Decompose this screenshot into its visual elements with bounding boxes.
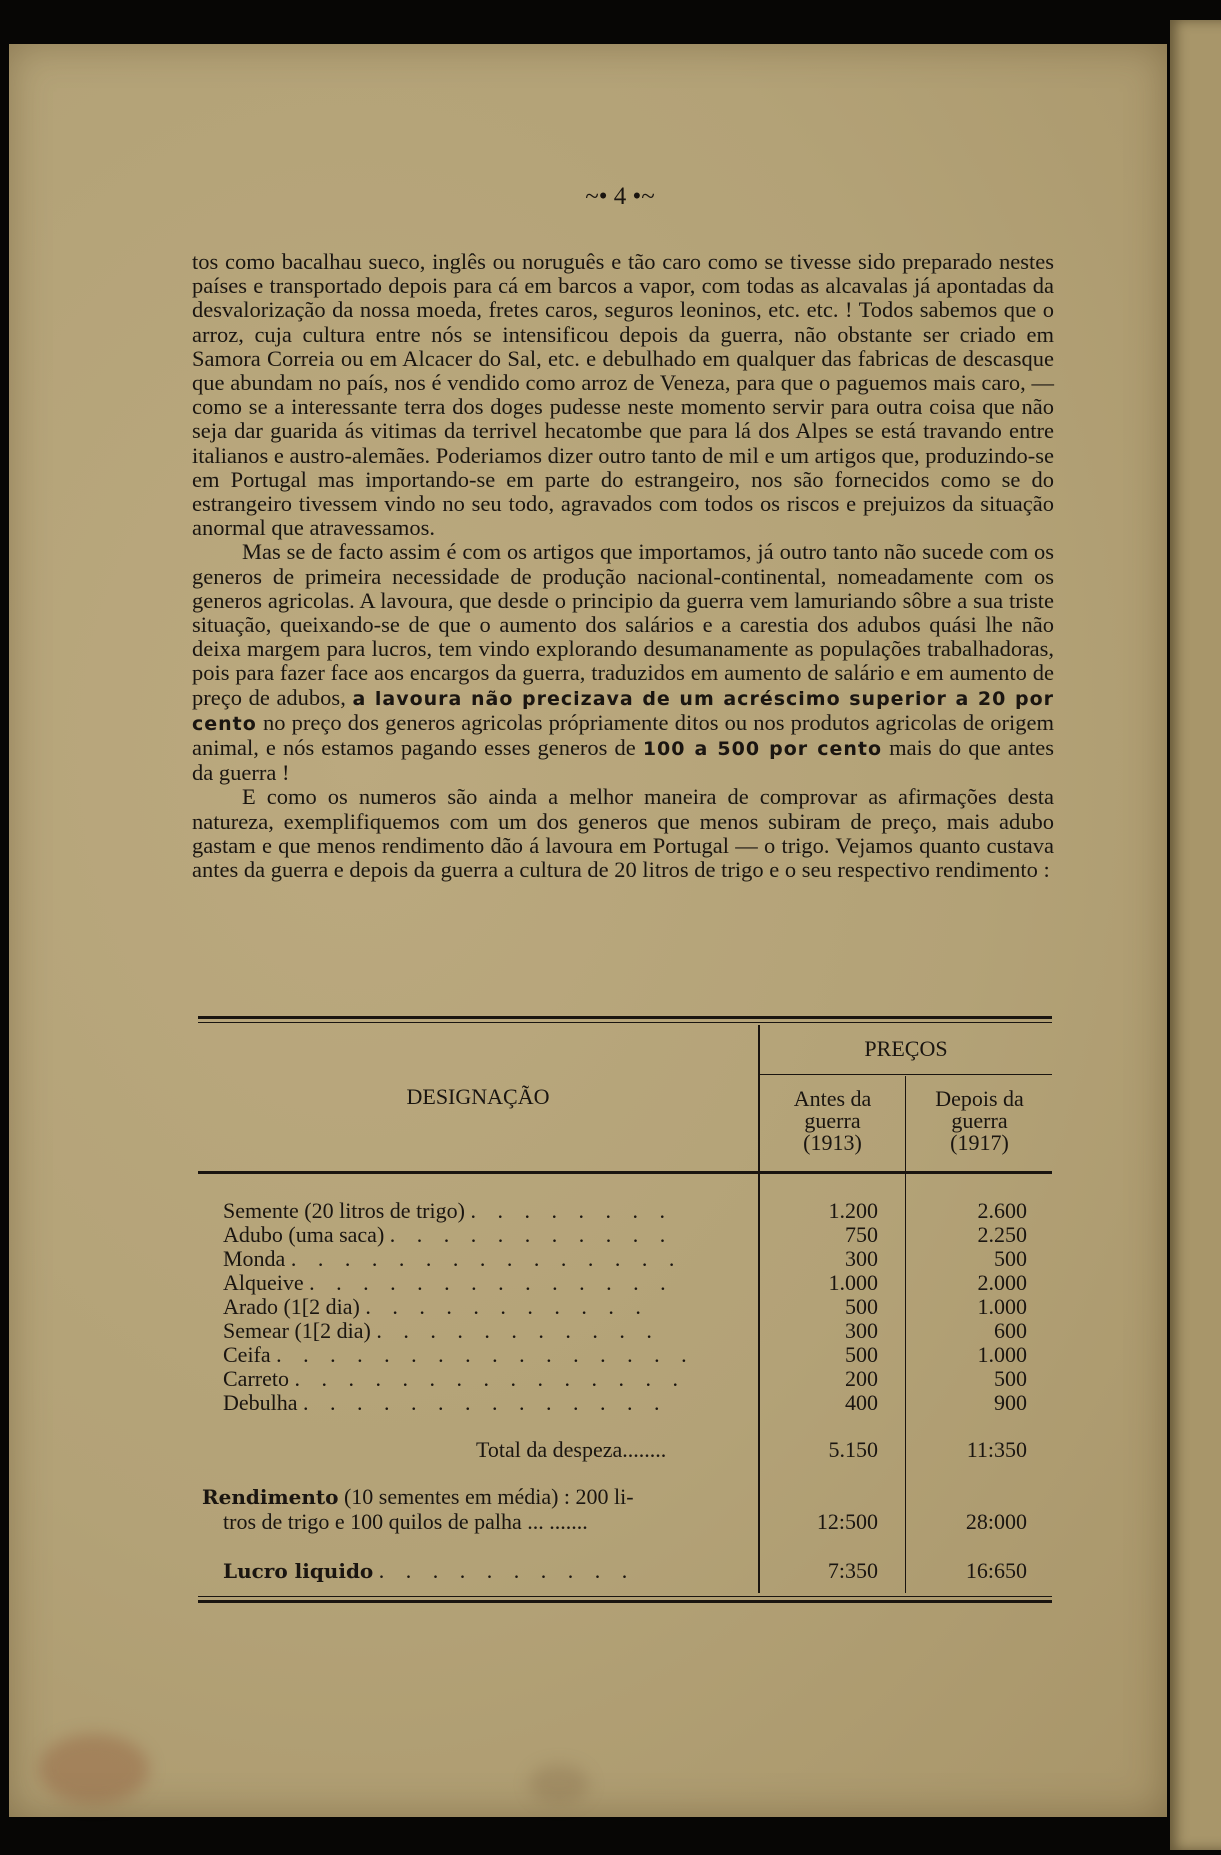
paragraph-3: E como os numeros são ainda a melhor maneira de comprovar as afirmações desta natureza, exemplifiquemos com um dos generos que menos subiram de preço, mais adubo gastam e que menos rendimento dão á lavoura em Portugal — o trigo. Vejamos quanto custava antes da guerra e depois da guerra a cultura de 20 litros de trigo e o seu respectivo rendimento : xyxy=(192,784,1054,883)
page-number xyxy=(560,183,680,211)
header-bottom-rule xyxy=(198,1171,1052,1174)
price-table: PREÇOS DESIGNAÇÃO Antes da guerra (1913) Depois da guerra (1917) Semente (20 litros de trigo) . . . . . . . . 1.200 2.600 Adubo (uma saca) . . . . . . . . . . . 750 2.250 Monda . . . . . . . . . . . . . . . 300 500 Alqueive . . . . . . . . . . . . . . 1.000 2.000 Arado (1[2 dia) . . . . . . . . . . . 500 1.000 Semear (1[2 dia) . . . . . . . . . . . 300 600 Ceifa . . . . . . . . . . . . . . . . 500 1.000 Carreto . . . . . . . . . . . . . . . 200 500 Debulha . . . . . . . . . . . . . . 400 900 Total da despeza........ 5.150 11:350 Rendimento (10 sementes em média) : 200 li- tros de trigo e 100 quilos de palha ... ....... 12:500 28:000 Lucro liquido . . . . . . . . . . 7:350 16:650 xyxy=(198,1016,1052,1606)
table-bottom-rule xyxy=(198,1596,1052,1597)
table-top-rule xyxy=(198,1022,1052,1023)
ornament-right-icon: •~ xyxy=(632,183,655,210)
header-depois: Depois da guerra (1917) xyxy=(935,1086,1024,1155)
table-bottom-rule xyxy=(198,1600,1052,1603)
stain xyxy=(39,1734,149,1804)
paragraph-2: Mas se de facto assim é com os artigos que importamos, já outro tanto não sucede com os generos de primeira necessidade de produção nacional-continental, nomeadamente com os generos agricolas. A lavoura, que desde o principio da guerra vem lamuriando sôbre a sua triste situação, queixando-se de que o aumento dos salários e a carestia dos adubos quási lhe não deixa margem para lucros, tem vindo explorando desumanamente as populações trabalhadoras, pois para fazer face aos encargos da guerra, traduzidos em aumento de salário e em aumento de preço de adubos, a lavoura não precizava de um acréscimo superior a 20 por cento no preço dos generos agricolas própriamente ditos ou nos produtos agricolas de origem animal, e nós estamos pagando esses generos de 100 a 500 por cento mais do que antes da guerra ! xyxy=(192,539,1055,786)
header-rule xyxy=(760,1074,1052,1075)
emphasis-text: 100 a 500 por cento xyxy=(642,738,883,761)
header-designacao: DESIGNAÇÃO xyxy=(406,1084,550,1109)
header-precos: PREÇOS xyxy=(864,1036,948,1061)
header-antes: Antes da guerra (1913) xyxy=(793,1086,872,1155)
paragraph-1: tos como bacalhau sueco, inglês ou noruguês e tão caro como se tivesse sido preparado nestes países e transportado depois para cá em barcos a vapor, com todas as alcavalas já apontadas da desvalorização da nossa moeda, fretes caros, seguros leoninos, etc. etc. ! Todos sabemos que o arroz, cuja cultura entre nós se intensificou depois da guerra, não obstante ser criado em Samora Correia ou em Alcacer do Sal, etc. e debulhado em qualquer das fabricas de descasque que abundam no país, nos é vendido como arroz de Veneza, para que o paguemos mais caro, — como se a interessante terra dos doges pudesse neste momento servir para outra coisa que não seja dar guarida ás vitimas da terrivel hecatombe que para lá dos Alpes se está travando entre italianos e austro-alemães. Poderiamos dizer outro tanto de mil e um artigos que, produzindo-se em Portugal mas importando-se em parte do estrangeiro, nos são fornecidos como se do estrangeiro tivessem vindo no seu todo, agravados com todos os riscos e prejuizos da situação anormal que atravessamos. xyxy=(192,249,1054,541)
adjacent-page-edge xyxy=(1170,20,1221,1850)
emphasis-text: a lavoura não precizava de um acréscimo superior a 20 por cento xyxy=(192,687,1054,735)
column-divider xyxy=(905,1076,906,1593)
body-text xyxy=(192,250,1054,882)
table-top-rule xyxy=(198,1016,1052,1019)
page-number-value: 4 xyxy=(613,183,627,210)
stain xyxy=(529,1764,589,1804)
ornament-left-icon: ~• xyxy=(585,183,608,210)
